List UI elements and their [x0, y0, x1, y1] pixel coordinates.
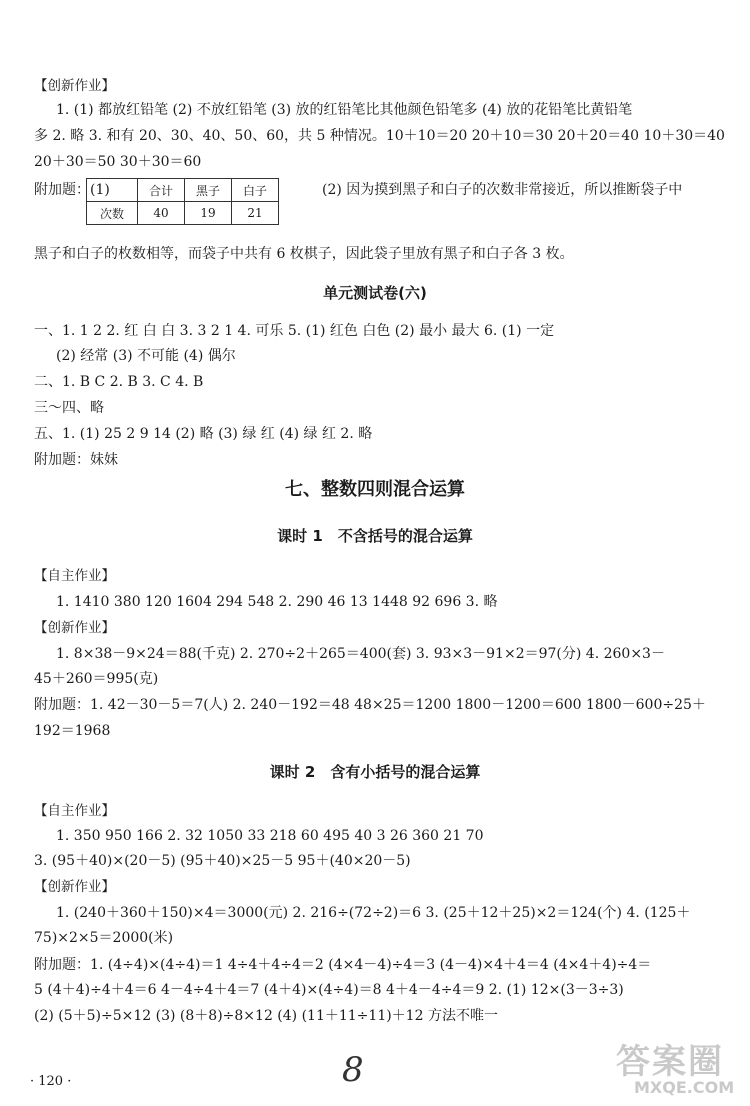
answer-line: (2) 经常 (3) 不可能 (4) 偶尔	[56, 348, 236, 364]
answer-line: 75)×2×5＝2000(米)	[34, 930, 174, 946]
table-cell: 次数	[87, 202, 138, 225]
answer-line: 45＋260＝995(克)	[34, 671, 159, 687]
section-header-innovation: 【创新作业】	[34, 879, 115, 895]
lesson-title: 课时 2 含有小括号的混合运算	[269, 763, 481, 781]
answer-line: 附加题：1. (4÷4)×(4÷4)＝1 4÷4＋4÷4＝2 (4×4－4)÷4＝3 (4－4)×4＋4＝4 (4×4＋4)÷4＝	[34, 957, 652, 973]
table-cell: 白子	[232, 179, 279, 202]
table-cell	[87, 179, 138, 202]
table-cell: 合计	[138, 179, 185, 202]
answer-line: 1. 350 950 166 2. 32 1050 33 218 60 495 40 3 26 360 21 70	[56, 828, 484, 844]
answer-line: 黑子和白子的枚数相等，而袋子中共有 6 枚棋子，因此袋子里放有黑子和白子各 3 枚。	[34, 246, 574, 262]
answer-line: 附加题：妹妹	[34, 452, 118, 468]
table-cell: 21	[232, 202, 279, 225]
watermark-url: MXQE.COM	[634, 1078, 735, 1097]
answer-line: 二、1. B C 2. B 3. C 4. B	[34, 374, 204, 390]
section-title: 单元测试卷(六)	[323, 284, 427, 302]
section-header-self: 【自主作业】	[34, 803, 115, 819]
answer-line: 三～四、略	[34, 400, 104, 416]
table-cell: 40	[138, 202, 185, 225]
answer-line: 多 2. 略 3. 和有 20、30、40、50、60，共 5 种情况。10＋10＝20 20＋10＝30 20＋20＝40 10＋30＝40	[34, 128, 725, 144]
answer-line: 1. (240＋360＋150)×4＝3000(元) 2. 216÷(72÷2)＝6 3. (25＋12＋25)×2＝124(个) 4. (125＋	[56, 905, 691, 921]
table-header-row	[87, 179, 279, 202]
section-header-self: 【自主作业】	[34, 568, 115, 584]
answer-line: 5 (4＋4)÷4＋4＝6 4－4÷4＋4＝7 (4＋4)×(4÷4)＝8 4＋4－4÷4＝9 2. (1) 12×(3－3÷3)	[34, 982, 624, 998]
chapter-title: 七、整数四则混合运算	[285, 479, 465, 500]
answer-line: 附加题：1. 42－30－5＝7(人) 2. 240－192＝48 48×25＝1200 1800－1200＝600 1800－600÷25＋	[34, 697, 706, 713]
handwritten-mark: 8	[342, 1050, 364, 1090]
extra-question-label: 附加题：(1)	[34, 182, 110, 198]
answer-line: 20＋30＝50 30＋30＝60	[34, 154, 202, 170]
table-cell: 黑子	[185, 179, 232, 202]
count-table	[86, 178, 279, 225]
answer-line: 1. 1410 380 120 1604 294 548 2. 290 46 13 1448 92 696 3. 略	[56, 594, 498, 610]
table-row	[87, 202, 279, 225]
section-header-innovation: 【创新作业】	[34, 620, 115, 636]
watermark-text: 答案圈	[616, 1042, 724, 1082]
watermark-logo	[616, 1034, 740, 1100]
answer-line: (2) 因为摸到黑子和白子的次数非常接近，所以推断袋子中	[322, 182, 683, 198]
answer-line: (2) (5＋5)÷5×12 (3) (8＋8)÷8×12 (4) (11＋11÷11)＋12 方法不唯一	[34, 1008, 498, 1024]
answer-line: 1. 8×38－9×24＝88(千克) 2. 270÷2＋265＝400(套) 3. 93×3－91×2＝97(分) 4. 260×3－	[56, 646, 665, 662]
page-number: · 120 ·	[30, 1074, 72, 1089]
answer-line: 一、1. 1 2 2. 红 白 白 3. 3 2 1 4. 可乐 5. (1) 红色 白色 (2) 最小 最大 6. (1) 一定	[34, 323, 555, 339]
table-cell: 19	[185, 202, 232, 225]
answer-line: 192＝1968	[34, 723, 111, 739]
section-header-innovation: 【创新作业】	[34, 78, 115, 94]
answer-line: 五、1. (1) 25 2 9 14 (2) 略 (3) 绿 红 (4) 绿 红 2. 略	[34, 426, 373, 442]
answer-line: 3. (95＋40)×(20－5) (95＋40)×25－5 95＋(40×20－5)	[34, 853, 411, 869]
answer-line: 1. (1) 都放红铅笔 (2) 不放红铅笔 (3) 放的红铅笔比其他颜色铅笔多 (4) 放的花铅笔比黄铅笔	[56, 102, 633, 118]
lesson-title: 课时 1 不含括号的混合运算	[277, 527, 473, 545]
